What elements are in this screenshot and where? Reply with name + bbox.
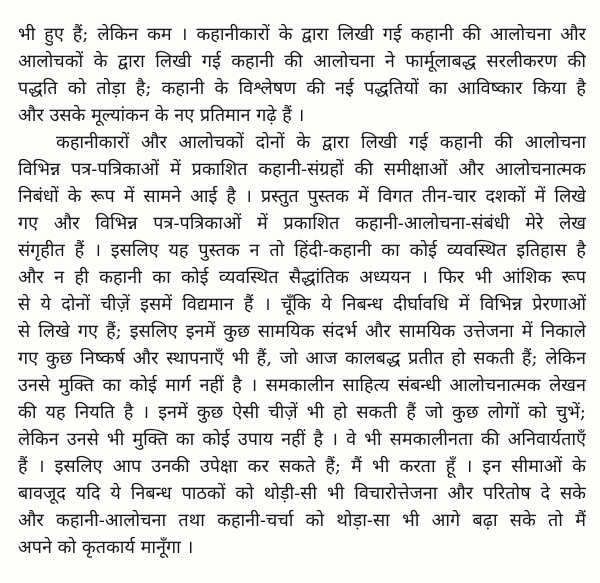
text-line: निबंधों के रूप में सामने आई है । प्रस्तुत पुस्तक में विगत तीन-चार दशकों में लिखे <box>18 186 586 207</box>
text-line: हैं । इसलिए आप उनकी उपेक्षा कर सकते हैं; मैं भी करता हूँ । इन सीमाओं के <box>18 456 586 477</box>
text-line: और न ही कहानी का कोई व्यवस्थित सैद्धांतिक अध्ययन । फिर भी आंशिक रूप <box>18 267 586 288</box>
text-line: से ये दोनों चीज़ें इसमें विद्यमान हैं । चूँकि ये निबन्ध दीर्घावधि में विभिन्न प्रेरणाओं <box>18 294 586 315</box>
text-line: बावजूद यदि ये निबन्ध पाठकों को थोड़ी-सी भी विचारोत्तेजना और परितोष दे सके <box>18 483 586 504</box>
text-line: पद्धति को तोड़ा है; कहानी के विश्लेषण की नई पद्धतियों का आविष्कार किया है <box>18 78 586 99</box>
text-line: विभिन्न पत्र-पत्रिकाओं में प्रकाशित कहानी-संग्रहों की समीक्षाओं और आलोचनात्मक <box>18 159 586 180</box>
text-line: अपने को कृतकार्य मानूँगा । <box>18 537 194 558</box>
paragraph-2 <box>18 129 586 561</box>
text-line: गए और विभिन्न पत्र-पत्रिकाओं में प्रकाशित कहानी-आलोचना-संबंधी मेरे लेख <box>18 213 586 234</box>
text-line: और कहानी-आलोचना तथा कहानी-चर्चा को थोड़ा-सा भी आगे बढ़ा सके तो मैं <box>18 510 586 531</box>
text-line: से लिखे गए हैं; इसलिए इनमें कुछ सामयिक संदर्भ और सामयिक उत्तेजना में निकाले <box>18 321 586 342</box>
text-line: आलोचकों के द्वारा लिखी गई कहानी की आलोचना ने फार्मूलाबद्ध सरलीकरण की <box>18 51 586 72</box>
paragraph-1 <box>18 21 586 129</box>
text-line: की यह नियति है । इनमें कुछ ऐसी चीज़ें भी हो सकती हैं जो कुछ लोगों को चुभें; <box>18 402 586 423</box>
text-line: गए कुछ निष्कर्ष और स्थापनाएँ भी हैं, जो आज कालबद्ध प्रतीत हो सकती हैं; लेकिन <box>18 348 586 369</box>
text-line: उनसे मुक्ति का कोई मार्ग नहीं है । समकालीन साहित्य संबन्धी आलोचनात्मक लेखन <box>18 375 586 396</box>
text-line: कहानीकारों और आलोचकों दोनों के द्वारा लिखी गई कहानी की आलोचना <box>56 132 586 153</box>
text-line: भी हुए हैं; लेकिन कम । कहानीकारों के द्वारा लिखी गई कहानी की आलोचना और <box>18 24 586 45</box>
text-line: लेकिन उनसे भी मुक्ति का कोई उपाय नहीं है । वे भी समकालीनता की अनिवार्यताएँ <box>18 429 586 450</box>
text-line: और उसके मूल्यांकन के नए प्रतिमान गढ़े हैं । <box>18 105 305 126</box>
text-line: संगृहीत हैं । इसलिए यह पुस्तक न तो हिंदी-कहानी का कोई व्यवस्थित इतिहास है <box>18 240 586 261</box>
